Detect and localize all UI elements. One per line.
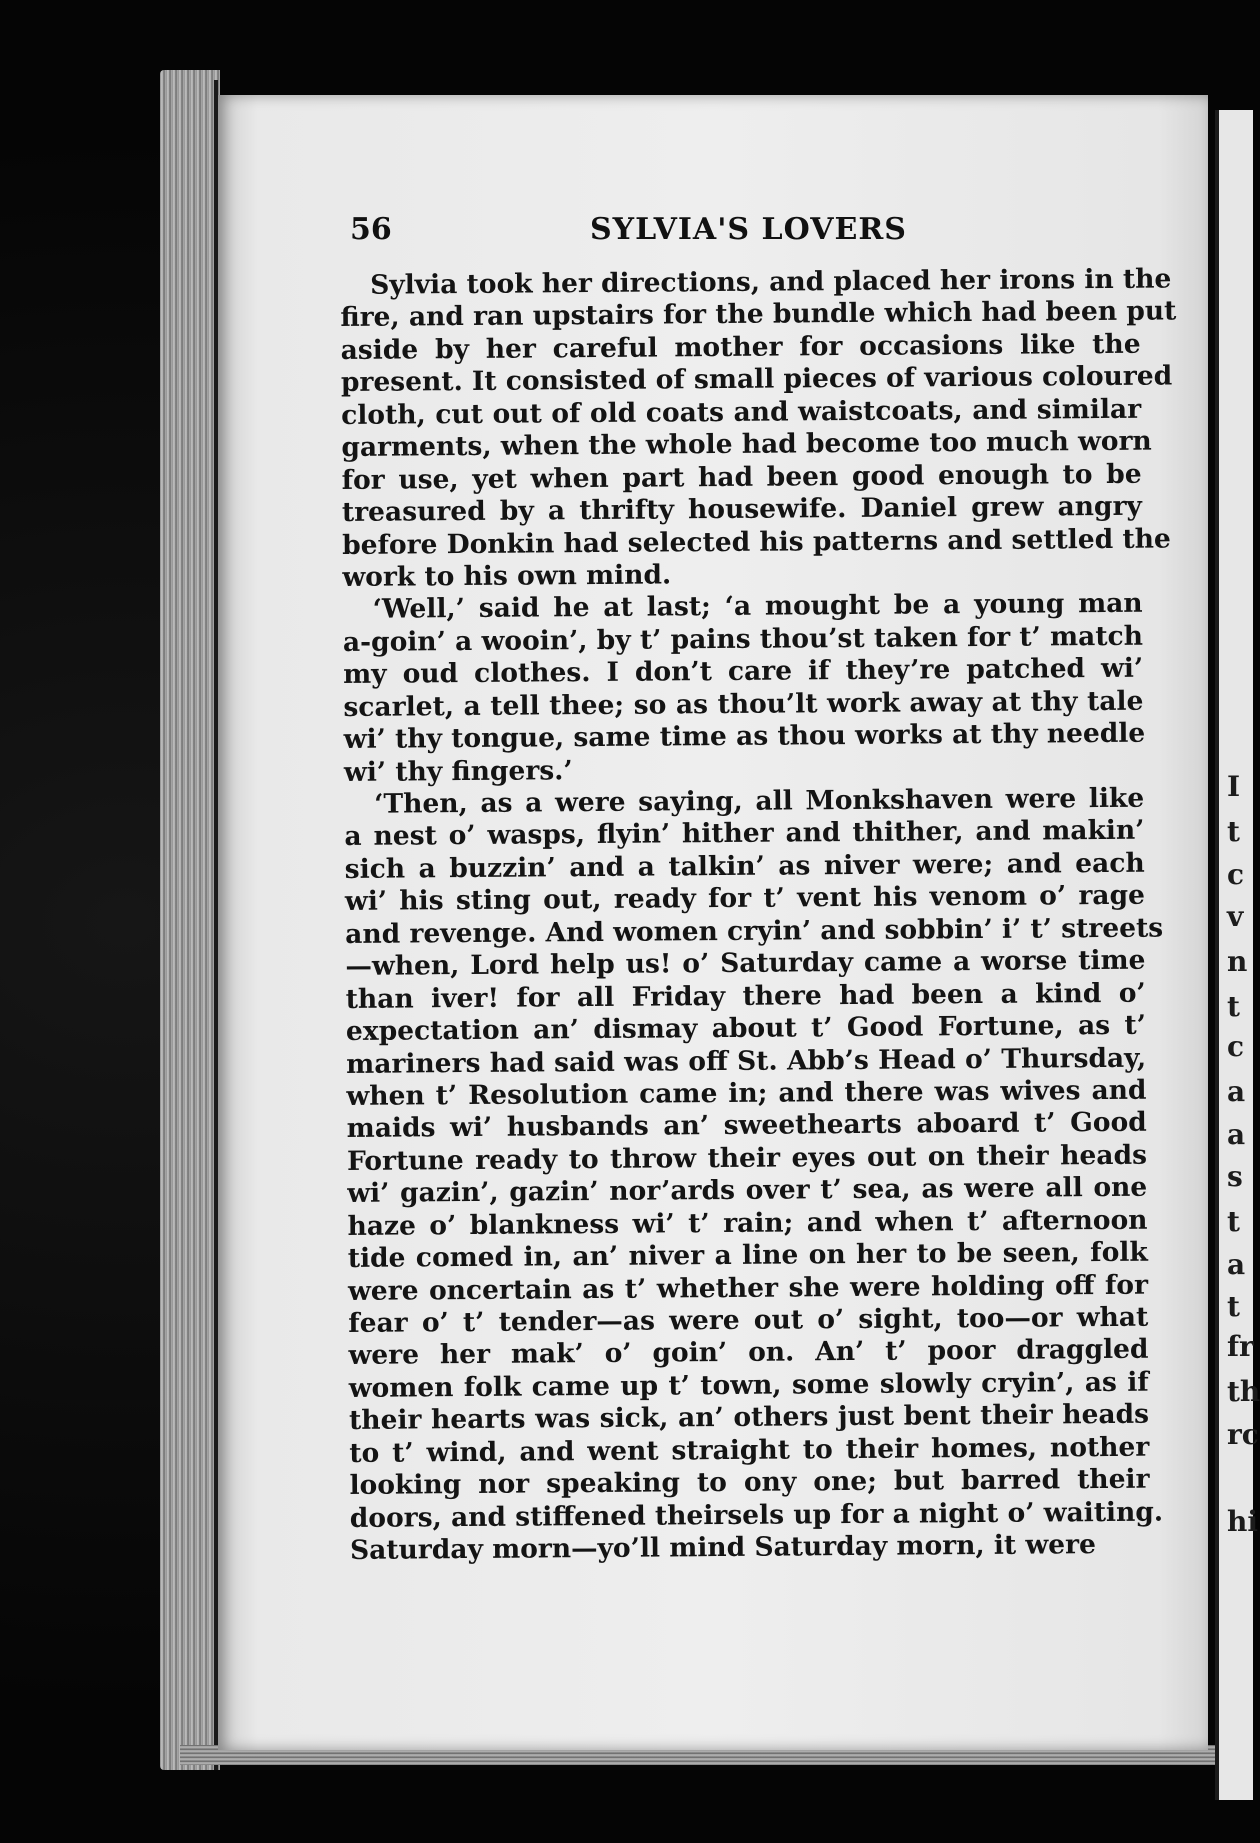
text-line: Sylvia took her directions, and placed her irons in the xyxy=(369,263,1172,301)
text-line: tide comed in, an’ niver a line on her to be seen, folk xyxy=(347,1236,1148,1275)
text-line: my oud clothes. I don’t care if they’re patched wi’ xyxy=(343,652,1144,691)
next-page-fragment: t xyxy=(1227,815,1240,848)
text-line: ‘Then, as a were saying, all Monkshaven were like xyxy=(374,782,1145,820)
next-page-fragment: n xyxy=(1227,945,1248,978)
text-line: garments, when the whole had become too much worn xyxy=(341,425,1152,464)
text-line: when t’ Resolution came in; and there was wives and xyxy=(346,1074,1147,1112)
page-number: 56 xyxy=(350,212,392,247)
text-line: wi’ his sting out, ready for t’ vent his venom o’ rage xyxy=(344,880,1146,918)
next-page-fragment: rc xyxy=(1227,1418,1259,1451)
running-title: SYLVIA'S LOVERS xyxy=(590,212,907,247)
text-line: than iver! for all Friday there had been a kind o’ xyxy=(345,977,1146,1015)
text-line: expectation an’ dismay about t’ Good Fortune, as t’ xyxy=(345,1009,1147,1048)
text-line: a nest o’ wasps, flyin’ hither and thither, and makin’ xyxy=(344,815,1145,853)
next-page-fragment: a xyxy=(1227,1248,1246,1281)
text-line: cloth, cut out of old coats and waistcoats, and similar xyxy=(341,393,1142,431)
next-page-fragment: I xyxy=(1227,770,1241,803)
next-page-fragment: hi xyxy=(1227,1505,1258,1538)
next-page-fragment: a xyxy=(1227,1118,1246,1151)
text-line: wi’ gazin’, gazin’ nor’ards over t’ sea, as were all one xyxy=(347,1171,1148,1210)
text-line: ‘Well,’ said he at last; ‘a mought be a young man xyxy=(372,588,1143,626)
text-line: looking nor speaking to ony one; but barred their xyxy=(349,1463,1150,1502)
text-line: before Donkin had selected his patterns and settled the xyxy=(342,522,1171,561)
running-head xyxy=(350,212,1140,252)
text-line: and revenge. And women cryin’ and sobbin’ i’ t’ streets xyxy=(345,912,1164,950)
next-page-edge xyxy=(1215,110,1260,1800)
next-page-fragment: fr xyxy=(1227,1330,1254,1363)
next-page-fragment: a xyxy=(1227,1075,1246,1108)
text-line: wi’ thy fingers.’ xyxy=(343,754,573,788)
text-line: sich a buzzin’ and a talkin’ as niver were; and each xyxy=(344,847,1145,885)
next-page-fragment: v xyxy=(1227,900,1244,933)
text-line: work to his own mind. xyxy=(342,559,672,593)
text-line: a-goin’ a wooin’, by t’ pains thou’st taken for t’ match xyxy=(342,620,1144,658)
next-page-fragment: s xyxy=(1227,1160,1243,1193)
text-line: their hearts was sick, an’ others just bent their heads xyxy=(348,1398,1150,1437)
text-line: —when, Lord help us! o’ Saturday came a worse time xyxy=(345,944,1146,983)
text-line: Saturday morn—yo’ll mind Saturday morn, it were xyxy=(349,1529,1097,1567)
text-line: present. It consisted of small pieces of various coloured xyxy=(340,360,1173,399)
text-line: maids wi’ husbands an’ sweethearts aboard t’ Good xyxy=(346,1107,1147,1145)
text-line: to t’ wind, and went straight to their homes, nother xyxy=(349,1431,1150,1469)
text-line: Fortune ready to throw their eyes out on their heads xyxy=(346,1139,1148,1177)
text-line: haze o’ blankness wi’ t’ rain; and when t’ afternoon xyxy=(347,1204,1148,1242)
next-page-fragment: t xyxy=(1227,990,1240,1023)
text-line: treasured by a thrifty housewife. Daniel grew angry xyxy=(341,490,1143,529)
text-line: fear o’ t’ tender—as were out o’ sight, too—or what xyxy=(348,1301,1149,1339)
next-page-fragment: t xyxy=(1227,1290,1240,1323)
text-line: women folk came up t’ town, some slowly cryin’, as if xyxy=(348,1366,1149,1404)
text-line: for use, yet when part had been good enough to be xyxy=(341,458,1142,496)
page-edges xyxy=(160,70,220,1770)
next-page-fragment: t xyxy=(1227,1205,1240,1238)
text-line: were her mak’ o’ goin’ on. An’ t’ poor draggled xyxy=(348,1334,1149,1372)
next-page-fragment: c xyxy=(1227,858,1245,891)
text-line: mariners had said was off St. Abb’s Head o’ Thursday, xyxy=(346,1042,1147,1080)
text-line: fire, and ran upstairs for the bundle which had been put xyxy=(340,295,1177,334)
text-line: wi’ thy tongue, same time as thou works at thy needle xyxy=(343,717,1146,756)
next-page-fragment: c xyxy=(1227,1030,1245,1063)
text-line: were oncertain as t’ whether she were holding off for xyxy=(347,1269,1149,1307)
text-line: scarlet, a tell thee; so as thou’lt work away at thy tale xyxy=(343,685,1144,723)
text-line: aside by her careful mother for occasions like the xyxy=(340,328,1141,366)
body-text xyxy=(340,263,1177,1568)
next-page-fragment: th xyxy=(1227,1375,1260,1408)
text-line: doors, and stiffened theirsels up for a night o’ waiting. xyxy=(349,1496,1164,1534)
